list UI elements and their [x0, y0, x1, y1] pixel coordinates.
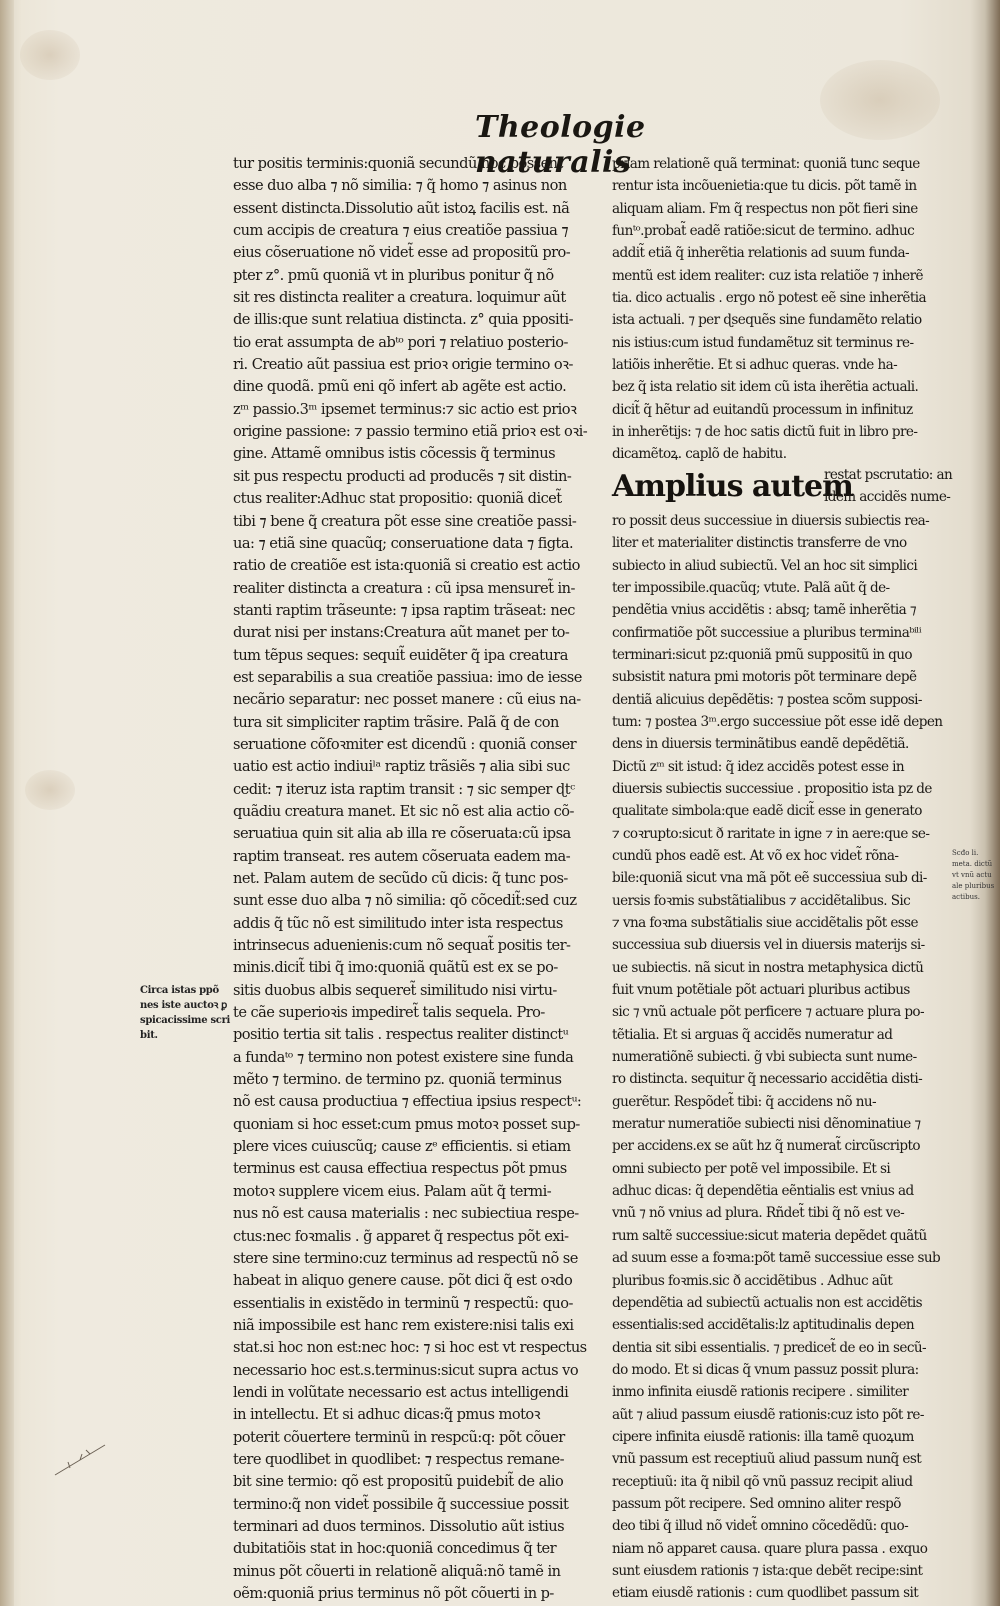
- left-column-line: mẽto ⁊ termino. de termino pz. quoniã terminus: [233, 1071, 562, 1089]
- right-column-line: ro distincta. sequitur q̃ necessario accidẽtia disti-: [612, 1071, 923, 1088]
- right-margin-note: [952, 848, 995, 903]
- right-column-line: ter impossibile.quacũq; vtute. Palã aũt q̃ de-: [612, 579, 890, 596]
- right-column-line: dependẽtia ad subiectũ actualis non est accidẽtis: [612, 1294, 922, 1311]
- right-margin-note-line: meta. dictũ: [952, 860, 993, 868]
- right-column-line: sunt eiusdem rationis ⁊ ista:que debẽt recipe:sint: [612, 1562, 923, 1579]
- amplius-rest-line: restat pscrutatio: an: [824, 466, 953, 483]
- left-column-line: tum tẽpus seques: sequit̃ euidẽter q̃ ipa creatura: [233, 646, 568, 664]
- paper-stain: [820, 60, 940, 140]
- right-column-line: ⁊ vna foꝛma substãtialis siue accidẽtalis põt esse: [612, 915, 918, 931]
- left-column-line: uatio est actio indiuiˡᵃ raptiz trãsiẽs ⁊ alia sibi suc: [233, 758, 570, 776]
- left-column-line: ctus realiter:Adhuc stat propositio: quoniã dicet̃: [233, 490, 562, 508]
- right-margin-note-line: actibus.: [952, 893, 980, 901]
- left-column-line: in intellectu. Et si adhuc dicas:q̃ pmus motoꝛ: [233, 1406, 540, 1424]
- left-column-line: minus põt cõuerti in relationẽ aliquã:nõ tamẽ in: [233, 1562, 561, 1580]
- right-column-line: successiua sub diuersis vel in diuersis materijs si-: [612, 937, 925, 954]
- left-column-line: plere vices cuiuscũq; cause zᵉ efficientis. si etiam: [233, 1138, 571, 1156]
- left-column-line: stanti raptim trãseunte: ⁊ ipsa raptim trãseat: nec: [233, 601, 575, 619]
- left-column-line: sitis duobus albis sequeret̃ similitudo nisi virtu-: [233, 981, 557, 999]
- right-column-line: omni subiecto per potẽ vel impossibile. Et si: [612, 1160, 891, 1177]
- right-column-line: dentiã alicuius depẽdẽtis: ⁊ postea scõm supposi-: [612, 691, 922, 708]
- left-column-line: habeat in aliquo genere cause. põt dici q̃ est oꝛdo: [233, 1272, 573, 1290]
- right-column-line: aliquam aliam. Fm q̃ respectus non põt fieri sine: [612, 200, 918, 217]
- right-column-line: rentur ista incõuenietia:que tu dicis. põt tamẽ in: [612, 178, 917, 195]
- right-column-line: dens in diuersis terminãtibus eandẽ depẽdẽtiã.: [612, 736, 909, 753]
- left-column-line: terminus est causa effectiua respectus põt pmus: [233, 1160, 567, 1178]
- left-column-line: oẽm:quoniã prius terminus nõ põt cõuerti in p-: [233, 1585, 554, 1602]
- right-column-line: mentũ est idem realiter: cuz ista relatiõe ⁊ inherẽ: [612, 267, 923, 284]
- left-column-line: nus nõ est causa materialis : nec subiectiua respe-: [233, 1205, 579, 1223]
- left-column-line: nõ est causa productiua ⁊ effectiua ipsius respectᵘ:: [233, 1093, 582, 1111]
- right-column-line: ro possit deus successiue in diuersis subiectis rea-: [612, 512, 930, 529]
- right-column-line: vnũ passum est receptiuũ aliud passum nunq̃ est: [612, 1451, 922, 1468]
- right-column-bottom-block: [612, 510, 952, 1605]
- left-column-line: est separabilis a sua creatiõe passiua: imo de iesse: [233, 668, 582, 686]
- right-column-line: ue subiectis. nã sicut in nostra metaphysica dictũ: [612, 959, 924, 976]
- left-column-line: positio tertia sit talis . respectus realiter distinctᵘ: [233, 1026, 569, 1044]
- right-column-line: liter et materialiter distinctis transferre de vno: [612, 535, 907, 552]
- paper-stain: [20, 30, 80, 80]
- right-column-line: priam relationẽ quã terminat: quoniã tunc seque: [612, 156, 920, 172]
- right-column-line: deo tibi q̃ illud nõ videt̃ omnino cõcedẽdũ: quo-: [612, 1518, 909, 1535]
- left-column-line: tere quodlibet in quodlibet: ⁊ respectus remane-: [233, 1450, 565, 1468]
- right-column-line: sic ⁊ vnũ actuale põt perficere ⁊ actuare plura po-: [612, 1004, 925, 1021]
- right-column-line: niam nõ apparet causa. quare plura passa . exquo: [612, 1540, 928, 1557]
- paper-stain: [25, 770, 75, 810]
- right-column-line: vnũ ⁊ nõ vnius ad plura. Rñdet̃ tibi q̃ nõ est ve-: [612, 1205, 905, 1222]
- right-column-line: etiam eiusdẽ rationis : cum quodlibet passum sit: [612, 1585, 919, 1602]
- left-column-line: ratio de creatiõe est ista:quoniã si creatio est actio: [233, 557, 580, 575]
- right-column-line: inmo infinita eiusdẽ rationis recipere . similiter: [612, 1384, 909, 1401]
- right-column-line: guerẽtur. Respõdet̃ tibi: q̃ accidens nõ nu-: [612, 1093, 877, 1110]
- amplius-rest: [824, 464, 964, 508]
- right-column-line: addit̃ etiã q̃ inherẽtia relationis ad suum funda-: [612, 245, 909, 262]
- right-column-line: passum põt recipere. Sed omnino aliter respõ: [612, 1495, 901, 1512]
- left-column-line: ri. Creatio aũt passiua est prioꝛ origie termino oꝛ-: [233, 356, 573, 374]
- left-column-line: tura sit simpliciter raptim trãsire. Palã q̃ de con: [233, 713, 559, 731]
- page-binding-edge: [0, 0, 14, 1606]
- left-column-line: poterit cõuertere terminũ in respcũ:q: põt cõuer: [233, 1428, 565, 1446]
- left-column-line: eius cõseruatione nõ videt̃ esse ad propositũ pro-: [233, 244, 571, 262]
- left-column-line: dine quodã. pmũ eni qõ infert ab agẽte est actio.: [233, 378, 567, 396]
- left-column-line: durat nisi per instans:Creatura aũt manet per to-: [233, 624, 570, 642]
- right-column-line: tum: ⁊ postea 3ᵐ.ergo successiue põt esse idẽ depen: [612, 713, 943, 730]
- left-column-line: stat.si hoc non est:nec hoc: ⁊ si hoc est vt respectus: [233, 1339, 587, 1357]
- right-column-line: receptiuũ: ita q̃ nibil qõ vnũ passuz recipit aliud: [612, 1473, 913, 1490]
- left-column-line: de illis:que sunt relatiua distincta. z° quia ppositi-: [233, 311, 573, 329]
- margin-doodle: [50, 1440, 110, 1480]
- right-column-line: ad suum esse a foꝛma:põt tamẽ successiue esse sub: [612, 1250, 941, 1267]
- left-column-line: ctus:nec foꝛmalis . g̃ apparet q̃ respectus põt exi-: [233, 1227, 569, 1245]
- right-text-column: [612, 153, 952, 1605]
- left-column-line: ua: ⁊ etiã sine quacũq; conseruatione data ⁊ figta.: [233, 534, 574, 552]
- left-column-line: essent distincta.Dissolutio aũt istoꝝ facilis est. nã: [233, 199, 570, 217]
- right-column-line: ⁊ coꝛrupto:sicut ð raritate in igne ⁊ in aere:que se-: [612, 825, 930, 842]
- right-margin-note-line: vt vnũ actu: [952, 871, 992, 879]
- right-column-line: pluribus foꝛmis.sic ð accidẽtibus . Adhuc aũt: [612, 1272, 893, 1289]
- left-column-line: tio erat assumpta de abᵗᵒ pori ⁊ relatiuo posterio-: [233, 333, 568, 351]
- right-column-line: subsistit natura pmi motoris põt terminare depẽ: [612, 669, 917, 686]
- amplius-rest-line: idem accidẽs nume-: [824, 488, 951, 505]
- left-column-line: terminari ad duos terminos. Dissolutio aũt istius: [233, 1517, 565, 1535]
- right-column-line: terminari:sicut pz:quoniã pmũ suppositũ in quo: [612, 646, 912, 663]
- left-column-line: minis.dicit̃ tibi q̃ imo:quoniã quãtũ est ex se po-: [233, 959, 558, 977]
- left-column-line: dubitatiõis stat in hoc:quoniã concedimus q̃ ter: [233, 1540, 557, 1558]
- right-column-line: qualitate simbola:que eadẽ dicit̃ esse in generato: [612, 803, 922, 820]
- right-column-line: cundũ phos eadẽ est. At võ ex hoc videt̃ rõna-: [612, 847, 899, 864]
- left-column-line: raptim transeat. res autem cõseruata eadem ma-: [233, 847, 571, 865]
- right-column-line: subiecto in aliud subiectũ. Vel an hoc sit simplici: [612, 557, 918, 574]
- left-margin-note-line: spicacissime scri: [140, 1015, 231, 1026]
- left-column-line: tibi ⁊ bene q̃ creatura põt esse sine creatiõe passi-: [233, 512, 577, 530]
- left-column-line: net. Palam autem de secũdo cũ dicis: q̃ tunc pos-: [233, 870, 568, 887]
- left-column-line: lendi in volũtate necessario est actus intelligendi: [233, 1383, 569, 1401]
- left-column-line: a fundaᵗᵒ ⁊ termino non potest existere sine funda: [233, 1048, 574, 1066]
- right-column-line: latiõis inherẽtie. Et si adhuc queras. vnde ha-: [612, 357, 898, 374]
- left-column-line: pter z°. pmũ quoniã vt in pluribus ponitur q̃ nõ: [233, 266, 554, 284]
- left-column-line: gine. Attamẽ omnibus istis cõcessis q̃ terminus: [233, 445, 556, 463]
- right-column-line: diuersis subiectis successiue . propositio ista pz de: [612, 780, 932, 797]
- right-column-line: dicit̃ q̃ hẽtur ad euitandũ processum in infinituz: [612, 401, 913, 418]
- right-margin-note-line: ale pluribus: [952, 882, 995, 890]
- left-column-line: tur positis terminis:quoniã secundũ hoc possent: [233, 155, 563, 172]
- left-column-line: essentialis in existẽdo in terminũ ⁊ respectũ: quo-: [233, 1294, 573, 1312]
- right-column-line: meratur numeratiõe subiecti nisi dẽnominatiue ⁊: [612, 1116, 921, 1133]
- right-column-line: Dictũ zᵐ sit istud: q̃ idez accidẽs potest esse in: [612, 758, 905, 775]
- left-column-line: necãrio separatur: nec posset manere : cũ eius na-: [233, 691, 581, 709]
- right-column-top-block: [612, 153, 952, 466]
- left-column-line: te cãe superioꝛis impediret̃ talis sequela. Pro-: [233, 1004, 545, 1022]
- left-margin-note-line: bit.: [140, 1030, 158, 1041]
- right-column-line: tia. dico actualis . ergo nõ potest eẽ sine inherẽtia: [612, 290, 926, 307]
- right-column-line: do modo. Et si dicas q̃ vnum passuz possit plura:: [612, 1361, 919, 1378]
- left-column-line: quãdiu creatura manet. Et sic nõ est alia actio cõ-: [233, 802, 574, 820]
- right-column-line: fuit vnum potẽtiale põt actuari pluribus actibus: [612, 982, 910, 999]
- left-column-line: realiter distincta a creatura : cũ ipsa mensuret̃ in-: [233, 579, 575, 597]
- left-column-line: addis q̃ tũc nõ est similitudo inter ista respectus: [233, 914, 563, 932]
- left-column-line: termino:q̃ non videt̃ possibile q̃ successiue possit: [233, 1495, 569, 1513]
- running-title: Theologie naturalis: [475, 110, 646, 180]
- left-column-line: intrinsecus aduenienis:cum nõ sequat̃ positis ter-: [233, 937, 571, 955]
- right-column-line: adhuc dicas: q̃ dependẽtia eẽntialis est vnius ad: [612, 1183, 914, 1200]
- left-column-line: sunt esse duo alba ⁊ nõ similia: qõ cõcedit̃:sed cuz: [233, 892, 577, 910]
- right-column-line: bile:quoniã sicut vna mã põt eẽ successiua sub di-: [612, 870, 927, 887]
- right-column-line: in inherẽtijs: ⁊ de hoc satis dictũ fuit in libro pre-: [612, 424, 918, 441]
- left-column-line: sit res distincta realiter a creatura. loquimur aũt: [233, 289, 566, 307]
- left-column-line: sit pus respectu producti ad producẽs ⁊ sit distin-: [233, 467, 572, 485]
- right-column-line: dicamẽtoꝝ. caplõ de habitu.: [612, 446, 787, 463]
- left-column-line: zᵐ passio.3ᵐ ipsemet terminus:⁊ sic actio est prioꝛ: [233, 400, 577, 418]
- left-column-line: quoniam si hoc esset:cum pmus motoꝛ posset sup-: [233, 1115, 580, 1133]
- right-column-line: nis istius:cum istud fundamẽtuz sit terminus re-: [612, 334, 914, 351]
- left-column-line: motoꝛ supplere vicem eius. Palam aũt q̃ termi-: [233, 1182, 552, 1200]
- left-column-line: seruatiua quin sit alia ab illa re cõseruata:cũ ipsa: [233, 825, 571, 843]
- right-margin-note-line: Scđo li.: [952, 849, 979, 857]
- right-column-line: pendẽtia vnius accidẽtis : absq; tamẽ inherẽtia ⁊: [612, 602, 916, 619]
- left-column-line: necessario hoc est.s.terminus:sicut supra actus vo: [233, 1361, 579, 1379]
- left-column-line: bit sine termio: qõ est propositũ puidebit̃ de alio: [233, 1473, 564, 1491]
- right-column-line: tẽtialia. Et si arguas q̃ accidẽs numeratur ad: [612, 1026, 893, 1043]
- left-column-line: seruatione cõfoꝛmiter est dicendũ : quoniã conser: [233, 735, 577, 753]
- left-margin-note-line: Circa istas ppõ: [140, 985, 219, 996]
- left-margin-note: [140, 983, 240, 1043]
- amplius-heading-line: [612, 466, 952, 510]
- amplius-initial: Amplius autem: [612, 468, 853, 504]
- left-text-column: [233, 153, 609, 1605]
- right-column-line: ista actuali. ⁊ per ɖsequẽs sine fundamẽto relatio: [612, 312, 922, 329]
- right-column-line: essentialis:sed accidẽtalis:lz aptitudinalis depen: [612, 1317, 915, 1334]
- right-column-line: aũt ⁊ aliud passum eiusdẽ rationis:cuz isto põt re-: [612, 1406, 924, 1423]
- right-column-line: per accidens.ex se aũt hz q̃ numerat̃ circũscripto: [612, 1138, 920, 1155]
- right-column-line: numeratiõnẽ subiecti. g̃ vbi subiecta sunt nume-: [612, 1049, 917, 1066]
- right-column-line: bez q̃ ista relatio sit idem cũ ista iherẽtia actuali.: [612, 379, 919, 396]
- left-column-line: cedit: ⁊ iteruz ista raptim transit : ⁊ sic semper ɖtᶜ: [233, 780, 575, 798]
- left-column-line: esse duo alba ⁊ nõ similia: ⁊ q̃ homo ⁊ asinus non: [233, 177, 567, 195]
- right-column-line: dentia sit sibi essentialis. ⁊ predicet̃ de eo in secũ-: [612, 1339, 927, 1356]
- left-margin-note-line: nes iste auctoꝛ ꝑ: [140, 1000, 228, 1011]
- right-column-line: funᵗᵒ.probat̃ eadẽ ratiõe:sicut de termino. adhuc: [612, 223, 915, 240]
- left-column-line: cum accipis de creatura ⁊ eius creatiõe passiua ⁊: [233, 222, 569, 240]
- right-column-line: rum saltẽ successiue:sicut materia depẽdet quãtũ: [612, 1227, 927, 1244]
- right-column-line: confirmatiõe põt successiue a pluribus terminaᵇⁱˡⁱ: [612, 624, 922, 641]
- left-column-line: origine passione: ⁊ passio termino etiã prioꝛ est oꝛi-: [233, 423, 588, 441]
- right-column-line: uersis foꝛmis substãtialibus ⁊ accidẽtalibus. Sic: [612, 892, 911, 909]
- right-column-line: cipere infinita eiusdẽ rationis: illa tamẽ quoꝝum: [612, 1428, 914, 1445]
- left-column-line: stere sine termino:cuz terminus ad respectũ nõ se: [233, 1249, 578, 1267]
- left-column-line: niã impossibile est hanc rem existere:nisi talis exi: [233, 1316, 574, 1334]
